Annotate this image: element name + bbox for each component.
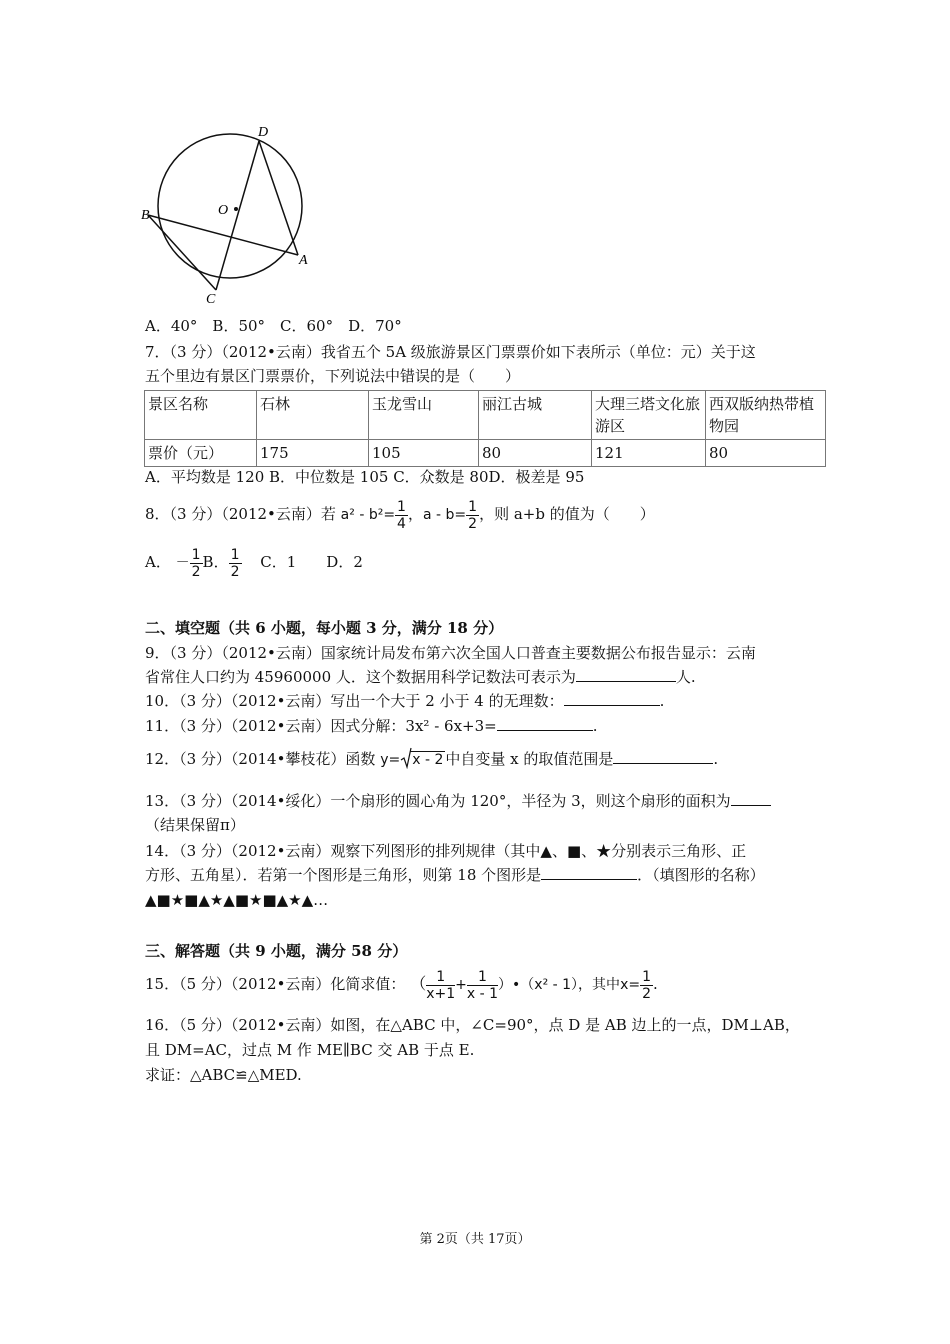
q7-line1: 7．（3 分）（2012•云南）我省五个 5A 级旅游景区门票票价如下表所示（单位：元）关于这 bbox=[145, 343, 756, 361]
q9-line1: 9．（3 分）（2012•云南）国家统计局发布第六次全国人口普查主要数据公布报告显示：云南 bbox=[145, 644, 756, 662]
circle-figure bbox=[135, 118, 325, 308]
table-cell: 石林 bbox=[257, 391, 369, 440]
table-cell: 票价（元） bbox=[145, 440, 257, 467]
q8-optA: A． bbox=[145, 553, 171, 571]
answer-blank bbox=[497, 715, 593, 731]
label-A: A bbox=[299, 253, 308, 268]
q8-frac1: $\frac{1}{4}$ bbox=[397, 498, 406, 532]
q12-suffix: 中自变量 x 的取值范围是 bbox=[445, 750, 614, 768]
q8-optCD: C．1 D．2 bbox=[260, 553, 363, 571]
q11-text: 11．（3 分）（2012•云南）因式分解：3x² - 6x+3= bbox=[145, 717, 497, 735]
q12-func: y= bbox=[380, 752, 401, 768]
section2-heading: 二、填空题（共 6 小题，每小题 3 分，满分 18 分） bbox=[145, 619, 504, 637]
q16-line1: 16．（5 分）（2012•云南）如图，在△ABC 中，∠C=90°，点 D 是 AB 边上的一点，DM⊥AB， bbox=[145, 1016, 800, 1034]
q8-expr2: a - b= bbox=[422, 507, 467, 523]
q14-text: 方形、五角星）．若第一个图形是三角形，则第 18 个图形是 bbox=[145, 866, 542, 884]
table-row bbox=[145, 440, 826, 467]
q7-line2: 五个里边有景区门票票价，下列说法中错误的是（ ） bbox=[145, 367, 521, 385]
q15-xfrac: $\frac{1}{2}$ bbox=[642, 968, 651, 1002]
table-cell: 175 bbox=[257, 440, 369, 467]
section3-heading: 三、解答题（共 9 小题，满分 58 分） bbox=[145, 942, 408, 960]
q8-optB-frac: $\frac{1}{2}$ bbox=[230, 546, 240, 580]
q15-xeq: x= bbox=[620, 977, 641, 993]
answer-blank bbox=[731, 790, 771, 806]
table-cell: 80 bbox=[479, 440, 592, 467]
q12-end: . bbox=[713, 750, 719, 768]
label-B: B bbox=[141, 208, 150, 223]
q11-line bbox=[145, 715, 598, 737]
q7-options: A．平均数是 120 B．中位数是 105 C．众数是 80D．极差是 95 bbox=[145, 468, 585, 486]
table-cell: 105 bbox=[369, 440, 479, 467]
q15-prefix: 15．（5 分）（2012•云南）化简求值： bbox=[145, 975, 406, 993]
q10-line bbox=[145, 690, 664, 712]
q8-prefix: 8．（3 分）（2012•云南）若 bbox=[145, 505, 336, 523]
q16-line2: 且 DM=AC，过点 M 作 ME∥BC 交 AB 于点 E. bbox=[145, 1041, 475, 1059]
label-D: D bbox=[258, 125, 269, 140]
table-row bbox=[145, 391, 826, 440]
q13-line2: （结果保留π） bbox=[145, 816, 245, 834]
q10-end: . bbox=[659, 692, 665, 710]
sqrt-icon bbox=[400, 747, 412, 769]
q14-line2 bbox=[145, 864, 765, 886]
q8-options bbox=[145, 542, 363, 583]
table-cell: 80 bbox=[706, 440, 826, 467]
answer-blank bbox=[541, 864, 637, 880]
q15-mid: ）•（x² - 1），其中 bbox=[498, 977, 621, 993]
q14-line1: 14．（3 分）（2012•云南）观察下列图形的排列规律（其中▲、■、★分别表示三角形、正 bbox=[145, 842, 747, 860]
q11-end: . bbox=[592, 717, 598, 735]
q8-optB: B． bbox=[202, 553, 229, 571]
page-footer: 第 2页（共 17页） bbox=[419, 1232, 531, 1247]
q8-frac2: $\frac{1}{2}$ bbox=[468, 498, 478, 532]
table-cell: 121 bbox=[592, 440, 706, 467]
q10-text: 10．（3 分）（2012•云南）写出一个大于 2 小于 4 的无理数： bbox=[145, 692, 564, 710]
q15-frac2: $\frac{1}{x - 1}$ bbox=[466, 968, 499, 1002]
q9-line2 bbox=[145, 666, 696, 688]
q12-line bbox=[145, 748, 718, 771]
open-paren: （ bbox=[410, 974, 427, 993]
table-cell: 西双版纳热带植物园 bbox=[706, 391, 826, 440]
q8-optA-frac: $\frac{1}{2}$ bbox=[191, 546, 201, 580]
table-cell: 丽江古城 bbox=[479, 391, 592, 440]
q15-frac1: $\frac{1}{x+1}$ bbox=[426, 968, 456, 1002]
q6-options: A．40° B．50° C．60° D．70° bbox=[145, 317, 402, 335]
answer-blank bbox=[576, 666, 676, 682]
minus-sign: － bbox=[175, 555, 190, 571]
answer-blank bbox=[564, 690, 660, 706]
table-cell: 大理三塔文化旅游区 bbox=[592, 391, 706, 440]
q16-line3: 求证：△ABC≌△MED. bbox=[145, 1066, 302, 1084]
ticket-table bbox=[144, 390, 826, 467]
q9-end: 人. bbox=[675, 668, 696, 686]
sqrt-expression bbox=[400, 749, 445, 771]
q9-text: 省常住人口约为 45960000 人．这个数据用科学记数法可表示为 bbox=[145, 668, 576, 686]
q15-line: 15．（5 分）（2012•云南）化简求值： （ $\frac{1}{x+1}$ + $\frac{1}{x - 1}$ ）•（x² - 1），其中x= $\frac{1}{2}$ . bbox=[145, 968, 658, 1002]
q14-end: ．（填图形的名称） bbox=[637, 866, 765, 884]
q13-text: 13．（3 分）（2014•绥化）一个扇形的圆心角为 120°，半径为 3，则这个扇形的面积为 bbox=[145, 792, 731, 810]
q12-radicand: x - 2 bbox=[412, 752, 444, 768]
q13-line1 bbox=[145, 790, 771, 812]
q8-line: 8．（3 分）（2012•云南）若 a² - b²= $\frac{1}{4}$ ，a - b= $\frac{1}{2}$ ，则 a+b 的值为（ ） bbox=[145, 498, 655, 532]
table-cell: 玉龙雪山 bbox=[369, 391, 479, 440]
answer-blank bbox=[613, 748, 713, 764]
q8-expr1: a² - b²= bbox=[340, 507, 396, 523]
q12-prefix: 12．（3 分）（2014•攀枝花）函数 bbox=[145, 750, 376, 768]
q14-shapes: ▲■★■▲★▲■★■▲★▲… bbox=[145, 891, 329, 909]
label-C: C bbox=[206, 292, 216, 307]
label-O: O bbox=[218, 203, 229, 218]
q8-suffix: ，则 a+b 的值为（ ） bbox=[479, 505, 655, 523]
table-cell: 景区名称 bbox=[145, 391, 257, 440]
